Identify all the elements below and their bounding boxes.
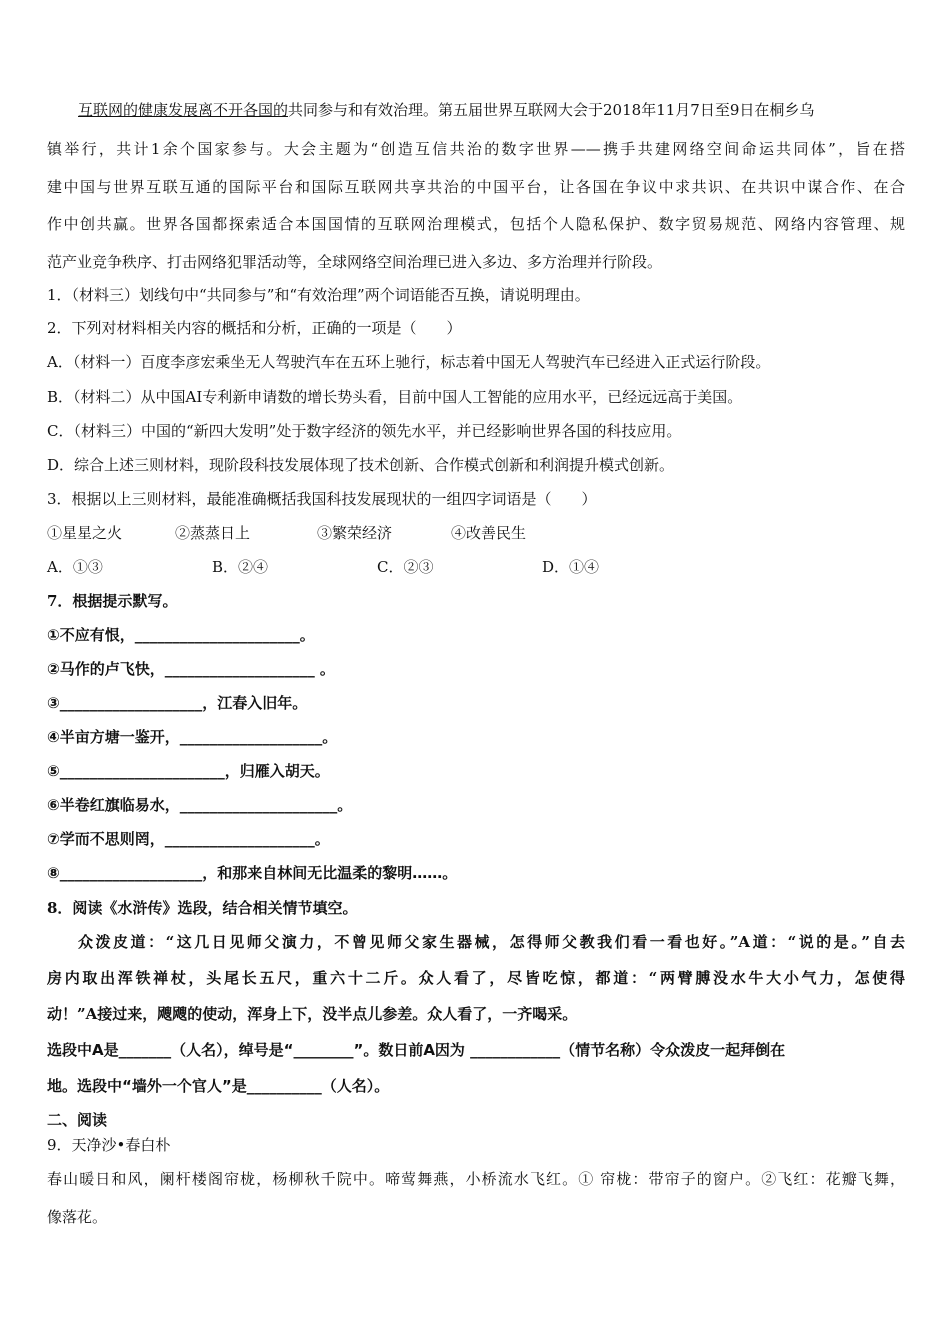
question-2-option-b: B．（材料二）从中国AI专利新申请数的增长势头看，目前中国人工智能的应用水平，已经远远高于美国。 <box>47 388 743 406</box>
question-3-choice-a: A．①③ <box>47 558 103 576</box>
question-1: 1．（材料三）划线句中“共同参与”和“有效治理”两个词语能否互换，请说明理由。 <box>47 286 590 304</box>
question-8-title: 8．阅读《水浒传》选段，结合相关情节填空。 <box>47 899 358 917</box>
underlined-sentence: 互联网的健康发展离不开各国的 <box>78 101 289 119</box>
question-3-item-3: ③繁荣经济 <box>317 524 393 542</box>
question-2-option-d: D．综合上述三则材料，现阶段科技发展体现了技术创新、合作模式创新和利润提升模式创新。 <box>47 456 675 474</box>
recitation-line-6: ⑥半卷红旗临易水，_____________________。 <box>47 796 353 814</box>
question-3-item-1: ①星星之火 <box>47 524 123 542</box>
passage-line-1-rest: 共同参与和有效治理。第五届世界互联网大会于2018年11月7日至9日在桐乡乌 <box>288 101 815 119</box>
excerpt-line-3: 动！”A接过来，飕飕的使动，浑身上下，没半点儿参差。众人看了，一齐喝采。 <box>47 1005 578 1023</box>
passage-line-3: 建中国与世界互联互通的国际平台和国际互联网共享共治的中国平台，让各国在争议中求共识、在共识中谋合作、在合 <box>47 178 905 196</box>
passage-line-4: 作中创共赢。世界各国都探索适合本国国情的互联网治理模式，包括个人隐私保护、数字贸易规范、网络内容管理、规 <box>47 215 905 233</box>
question-3-item-4: ④改善民生 <box>451 524 527 542</box>
poem-line-1: 春山暖日和风，阑杆楼阁帘栊，杨柳秋千院中。啼莺舞燕，小桥流水飞红。① 帘栊：带帘子的窗户。②飞红：花瓣飞舞， <box>47 1170 905 1188</box>
recitation-line-7: ⑦学而不思则罔，____________________。 <box>47 830 330 848</box>
question-3-stem: 3．根据以上三则材料，最能准确概括我国科技发展现状的一组四字词语是（ ） <box>47 490 597 508</box>
passage-line-1 <box>78 99 814 121</box>
poem-line-2: 像落花。 <box>47 1208 108 1226</box>
question-7-title: 7．根据提示默写。 <box>47 592 178 610</box>
passage-line-5: 范产业竞争秩序、打击网络犯罪活动等，全球网络空间治理已进入多边、多方治理并行阶段。 <box>47 253 663 271</box>
question-3-item-2: ②蒸蒸日上 <box>175 524 251 542</box>
excerpt-line-1: 众泼皮道：“这几日见师父演力，不曾见师父家生器械，怎得师父教我们看一看也好。”A道：“说的是。”自去 <box>78 933 905 951</box>
passage-line-2: 镇举行，共计1余个国家参与。大会主题为“创造互信共治的数字世界——携手共建网络空间命运共同体”，旨在搭 <box>47 140 905 158</box>
question-2-option-a: A．（材料一）百度李彦宏乘坐无人驾驶汽车在五环上驰行，标志着中国无人驾驶汽车已经进入正式运行阶段。 <box>47 353 771 371</box>
question-2-stem: 2．下列对材料相关内容的概括和分析，正确的一项是（ ） <box>47 319 462 337</box>
section-title-reading: 二、阅读 <box>47 1111 108 1129</box>
question-3-choice-b: B．②④ <box>212 558 269 576</box>
question-3-choice-d: D．①④ <box>542 558 600 576</box>
fill-line-1: 选段中A是_______（人名），绰号是“________”。数日前A因为 ____________（情节名称）令众泼皮一起拜倒在 <box>47 1041 786 1059</box>
recitation-line-1: ①不应有恨，______________________。 <box>47 626 315 644</box>
recitation-line-5: ⑤______________________，归雁入胡天。 <box>47 762 330 780</box>
recitation-line-3: ③___________________，江春入旧年。 <box>47 694 308 712</box>
fill-line-2: 地。选段中“墙外一个官人”是__________（人名）。 <box>47 1077 390 1095</box>
recitation-line-4: ④半亩方塘一鉴开，___________________。 <box>47 728 338 746</box>
recitation-line-2: ②马作的卢飞快，____________________ 。 <box>47 660 335 678</box>
recitation-line-8: ⑧___________________，和那来自林间无比温柔的黎明……。 <box>47 864 458 882</box>
question-2-option-c: C．（材料三）中国的“新四大发明”处于数字经济的领先水平，并已经影响世界各国的科技应用。 <box>47 422 682 440</box>
excerpt-line-2: 房内取出浑铁禅杖，头尾长五尺，重六十二斤。众人看了，尽皆吃惊，都道：“两臂膊没水牛大小气力，怎使得 <box>47 969 905 987</box>
question-9-title: 9．天净沙•春白朴 <box>47 1136 171 1154</box>
question-3-choice-c: C．②③ <box>377 558 434 576</box>
